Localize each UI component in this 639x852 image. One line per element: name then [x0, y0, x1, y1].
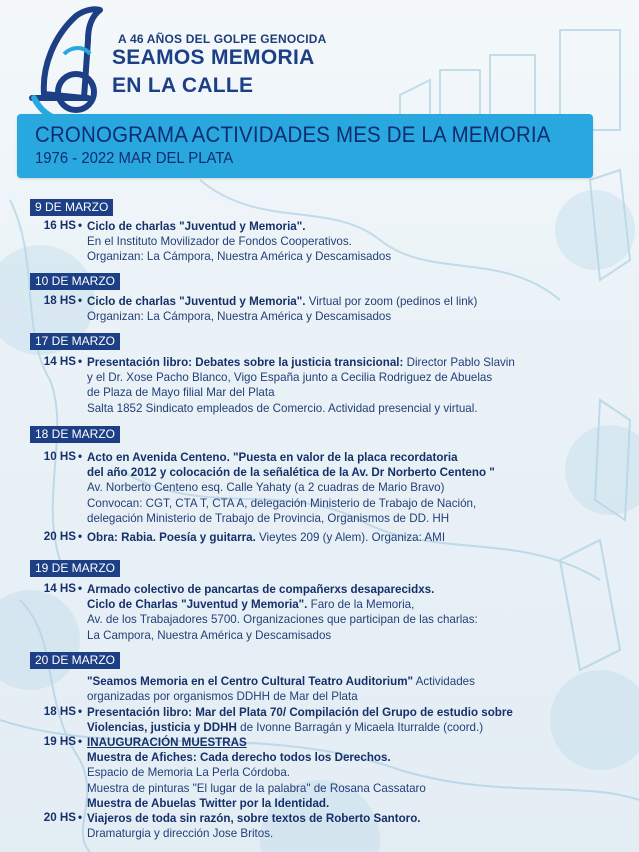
- day-label: 20 DE MARZO: [30, 652, 120, 669]
- event-line-bold: INAUGURACIÓN MUESTRAS: [87, 736, 247, 749]
- bullet-icon: •: [78, 705, 83, 718]
- event-line: [87, 811, 421, 826]
- event-time: 14 HS: [43, 355, 76, 368]
- event-line: [87, 628, 331, 643]
- title-line-2: EN LA CALLE: [112, 74, 254, 97]
- event-line: [87, 480, 444, 495]
- event-line-bold: del año 2012 y colocación de la señalética de la Av. Dr Norberto Centeno ": [87, 466, 495, 480]
- kicker-text: A 46 AÑOS DEL GOLPE GENOCIDA: [118, 32, 327, 46]
- bullet-icon: •: [78, 355, 83, 368]
- event-line: [87, 496, 476, 511]
- event-line-text: Vieytes 209 (y Alem). Organiza: AMI: [255, 531, 446, 544]
- event-line: [87, 826, 273, 841]
- banner-title: CRONOGRAMA ACTIVIDADES MES DE LA MEMORIA: [35, 122, 551, 147]
- event-line-text: Dramaturgia y dirección Jose Britos.: [87, 827, 274, 841]
- event-line-text: y el Dr. Xose Pacho Blanco, Vigo España junto a Cecilia Rodriguez de Abuelas: [87, 371, 493, 385]
- event-line-text: Actividades: [413, 675, 475, 688]
- event-line-bold: "Seamos Memoria en el Centro Cultural Teatro Auditorium": [87, 675, 414, 688]
- event-line: [87, 219, 305, 234]
- event-time: 10 HS: [43, 450, 76, 463]
- event-line: [87, 750, 391, 765]
- bullet-icon: •: [78, 811, 83, 824]
- event-time: 18 HS: [43, 294, 76, 307]
- event-line-text: organizadas por organismos DDHH de Mar del Plata: [87, 690, 358, 704]
- event-line-text: En el Instituto Movilizador de Fondos Cooperativos.: [87, 235, 352, 249]
- event-line: [87, 401, 478, 416]
- event-line: [87, 796, 329, 811]
- day-label: 18 DE MARZO: [30, 426, 120, 443]
- event-line: [87, 689, 358, 704]
- event-line: [87, 355, 515, 370]
- event-line: [87, 385, 275, 400]
- event-time: 19 HS: [43, 735, 76, 748]
- event-line-text: Organizan: La Cámpora, Nuestra América y Descamisados: [87, 250, 392, 264]
- schedule-banner: [17, 114, 593, 178]
- event-line-text: delegación Ministerio de Trabajo de Provincia, Organismos de DD. HH: [87, 511, 450, 525]
- event-line-text: Espacio de Memoria La Perla Córdoba.: [87, 766, 290, 780]
- event-line-bold: Presentación libro: Debates sobre la justicia transicional:: [87, 356, 404, 369]
- event-line-bold: Viajeros de toda sin razón, sobre textos de Roberto Santoro.: [87, 812, 421, 825]
- header: [0, 0, 639, 115]
- event-line: [87, 705, 513, 720]
- event-line: [87, 735, 247, 750]
- event-line-text: La Campora, Nuestra América y Descamisados: [87, 628, 332, 642]
- event-line-text: de Ivonne Barragán y Micaela Iturralde (coord.): [236, 721, 484, 735]
- event-time: 18 HS: [43, 705, 76, 718]
- event-line-text: Organizan: La Cámpora, Nuestra América y Descamisados: [87, 310, 392, 324]
- event-line-bold: Muestra de Afiches: Cada derecho todos los Derechos.: [87, 751, 391, 765]
- event-line: [87, 597, 414, 612]
- event-line: [87, 781, 426, 796]
- event-line: [87, 450, 458, 465]
- event-line: [87, 249, 391, 264]
- event-line-text: Av. Norberto Centeno esq. Calle Yahaty (a 2 cuadras de Mario Bravo): [87, 481, 445, 495]
- event-line-bold: Muestra de Abuelas Twitter por la Identidad.: [87, 796, 330, 810]
- event-line-text: Virtual por zoom (pedinos el link): [305, 295, 478, 308]
- event-line: [87, 612, 478, 627]
- event-line-bold: Obra: Rabia. Poesía y guitarra.: [87, 531, 256, 544]
- event-line: [87, 370, 492, 385]
- title-line-1: SEAMOS MEMORIA: [112, 46, 315, 69]
- bullet-icon: •: [78, 582, 83, 595]
- event-line-bold: Ciclo de Charlas "Juventud y Memoria".: [87, 598, 308, 612]
- event-time: 20 HS: [43, 530, 76, 543]
- event-line: [87, 511, 449, 526]
- banner-subtitle: 1976 - 2022 MAR DEL PLATA: [35, 150, 234, 167]
- event-line: [87, 765, 290, 780]
- event-line: [87, 582, 434, 597]
- event-line: [87, 720, 483, 735]
- event-line-bold: Presentación libro: Mar del Plata 70/ Compilación del Grupo de estudio sobre: [87, 706, 513, 719]
- event-line-text: de Plaza de Mayo filial Mar del Plata: [87, 386, 275, 400]
- event-time: 20 HS: [43, 811, 76, 824]
- bullet-icon: •: [78, 530, 83, 543]
- event-line-text: Muestra de pinturas "El lugar de la palabra" de Rosana Cassataro: [87, 781, 426, 795]
- event-line: [87, 234, 352, 249]
- bullet-icon: •: [78, 294, 83, 307]
- event-line-text: Salta 1852 Sindicato empleados de Comercio. Actividad presencial y virtual.: [87, 401, 478, 415]
- bullet-icon: •: [78, 450, 83, 463]
- event-time: 14 HS: [43, 582, 76, 595]
- event-line: [87, 294, 477, 309]
- event-line: [87, 530, 445, 545]
- day-label: 17 DE MARZO: [30, 333, 120, 350]
- event-line-bold: Armado colectivo de pancartas de compañerxs desaparecidxs.: [87, 583, 435, 596]
- event-time: 16 HS: [43, 219, 76, 232]
- headscarf-46-logo-icon: [14, 6, 114, 124]
- day-label: 10 DE MARZO: [30, 273, 120, 290]
- event-line: [87, 465, 495, 480]
- event-line: [87, 674, 475, 689]
- bullet-icon: •: [78, 219, 83, 232]
- event-line-text: Faro de la Memoria,: [307, 598, 415, 612]
- event-line-text: Director Pablo Slavin: [403, 356, 515, 369]
- event-line: [87, 309, 391, 324]
- event-line-bold: Acto en Avenida Centeno. "Puesta en valor de la placa recordatoria: [87, 451, 458, 464]
- bullet-icon: •: [78, 735, 83, 748]
- day-label: 9 DE MARZO: [30, 199, 113, 216]
- day-label: 19 DE MARZO: [30, 560, 120, 577]
- event-line-bold: Ciclo de charlas "Juventud y Memoria".: [87, 220, 306, 233]
- event-line-text: Av. de los Trabajadores 5700. Organizaciones que participan de las charlas:: [87, 613, 478, 627]
- event-line-bold: Violencias, justicia y DDHH: [87, 721, 237, 735]
- event-line-text: Convocan: CGT, CTA T, CTA A, delegación Ministerio de Trabajo de Nación,: [87, 496, 477, 510]
- event-line-bold: Ciclo de charlas "Juventud y Memoria".: [87, 295, 306, 308]
